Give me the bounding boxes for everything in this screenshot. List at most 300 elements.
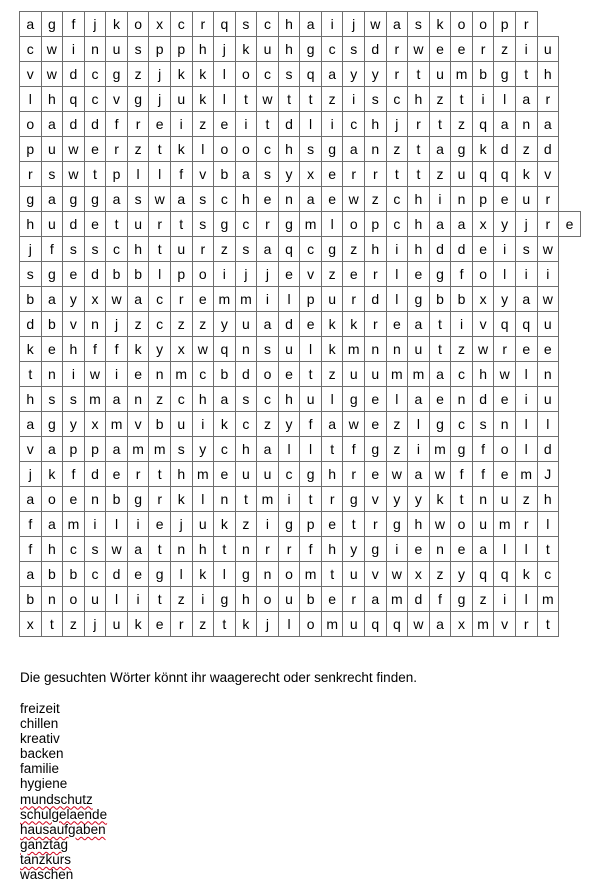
grid-cell: w <box>343 187 365 212</box>
grid-cell: d <box>63 212 85 237</box>
grid-cell: d <box>20 312 42 337</box>
grid-cell: h <box>235 187 257 212</box>
grid-cell: d <box>278 312 300 337</box>
grid-cell: g <box>235 562 257 587</box>
grid-cell: a <box>386 12 408 37</box>
grid-cell: i <box>451 312 473 337</box>
grid-cell: t <box>84 162 106 187</box>
grid-cell: a <box>321 62 343 87</box>
word-list-item <box>20 701 107 716</box>
grid-cell: p <box>170 262 192 287</box>
grid-cell: p <box>494 12 516 37</box>
grid-cell: u <box>106 612 128 637</box>
grid-cell: e <box>321 512 343 537</box>
grid-cell: d <box>494 137 516 162</box>
grid-cell: g <box>365 537 387 562</box>
grid-cell: i <box>321 12 343 37</box>
grid-cell: k <box>20 337 42 362</box>
grid-cell: g <box>127 87 149 112</box>
grid-cell: u <box>321 287 343 312</box>
grid-cell: j <box>214 37 236 62</box>
grid-cell: c <box>214 187 236 212</box>
grid-cell: o <box>192 262 214 287</box>
grid-cell: s <box>235 12 257 37</box>
grid-cell: h <box>365 112 387 137</box>
grid-cell: f <box>300 412 322 437</box>
grid-cell: n <box>451 187 473 212</box>
grid-cell: s <box>257 162 279 187</box>
grid-cell: x <box>149 12 171 37</box>
grid-cell: m <box>321 612 343 637</box>
grid-cell: n <box>214 487 236 512</box>
grid-cell: h <box>472 362 494 387</box>
grid-cell: t <box>537 537 559 562</box>
grid-cell: k <box>429 12 451 37</box>
grid-cell: s <box>20 262 42 287</box>
grid-cell: i <box>214 262 236 287</box>
word-list-item <box>20 731 107 746</box>
grid-cell: d <box>537 437 559 462</box>
grid-cell: r <box>192 237 214 262</box>
grid-cell: q <box>278 237 300 262</box>
grid-cell: x <box>84 412 106 437</box>
grid-cell: k <box>192 562 214 587</box>
grid-cell: r <box>494 337 516 362</box>
grid-cell: g <box>451 137 473 162</box>
grid-cell: u <box>343 562 365 587</box>
grid-cell: i <box>386 537 408 562</box>
grid-cell: l <box>214 562 236 587</box>
grid-cell: l <box>127 162 149 187</box>
grid-cell: k <box>472 137 494 162</box>
grid-cell: r <box>343 162 365 187</box>
grid-cell: z <box>386 137 408 162</box>
grid-cell: j <box>149 87 171 112</box>
grid-cell: p <box>472 187 494 212</box>
grid-row <box>20 287 581 312</box>
grid-cell: v <box>20 62 42 87</box>
word-list-item <box>20 716 107 731</box>
grid-cell: p <box>63 437 85 462</box>
grid-cell: a <box>537 112 559 137</box>
grid-cell: l <box>149 162 171 187</box>
grid-cell: c <box>537 562 559 587</box>
grid-cell: h <box>408 187 430 212</box>
grid-cell: y <box>149 337 171 362</box>
grid-cell: z <box>235 512 257 537</box>
grid-cell: f <box>63 462 85 487</box>
word-text: hygiene <box>20 776 68 792</box>
grid-cell: a <box>257 312 279 337</box>
grid-cell: d <box>365 37 387 62</box>
grid-cell: u <box>494 487 516 512</box>
grid-cell: b <box>214 162 236 187</box>
grid-cell: t <box>408 62 430 87</box>
grid-cell: w <box>192 337 214 362</box>
grid-cell: h <box>278 37 300 62</box>
grid-cell: l <box>149 262 171 287</box>
grid-cell: x <box>472 287 494 312</box>
word-list-item <box>20 776 107 791</box>
grid-cell: l <box>300 337 322 362</box>
grid-cell: z <box>149 387 171 412</box>
grid-cell: q <box>472 112 494 137</box>
grid-cell: l <box>494 87 516 112</box>
grid-cell: l <box>515 412 537 437</box>
grid-row <box>20 62 581 87</box>
grid-cell: b <box>63 562 85 587</box>
grid-cell: k <box>170 487 192 512</box>
grid-cell: y <box>214 312 236 337</box>
grid-cell: e <box>192 287 214 312</box>
grid-cell: a <box>127 287 149 312</box>
grid-cell: y <box>408 487 430 512</box>
grid-cell: a <box>41 187 63 212</box>
word-text: waschen <box>20 867 74 883</box>
grid-cell: t <box>149 537 171 562</box>
grid-cell: w <box>365 12 387 37</box>
word-text: tanzkurs <box>20 851 72 867</box>
grid-cell: l <box>321 387 343 412</box>
grid-cell: i <box>343 87 365 112</box>
grid-cell: a <box>170 187 192 212</box>
grid-cell: b <box>20 287 42 312</box>
grid-cell: z <box>63 612 85 637</box>
grid-cell: t <box>451 87 473 112</box>
grid-cell: s <box>84 237 106 262</box>
grid-cell: f <box>170 162 192 187</box>
grid-cell: j <box>235 262 257 287</box>
grid-cell: b <box>41 562 63 587</box>
grid-cell: t <box>300 362 322 387</box>
grid-cell: x <box>408 562 430 587</box>
grid-cell: z <box>515 137 537 162</box>
grid-cell: r <box>20 162 42 187</box>
grid-cell: i <box>515 37 537 62</box>
grid-cell: a <box>41 437 63 462</box>
grid-cell: j <box>257 612 279 637</box>
grid-cell: z <box>451 337 473 362</box>
grid-row <box>20 487 581 512</box>
grid-cell: m <box>386 362 408 387</box>
grid-cell: s <box>170 437 192 462</box>
grid-cell: r <box>515 612 537 637</box>
grid-cell: z <box>170 587 192 612</box>
grid-cell: r <box>278 537 300 562</box>
grid-cell: d <box>278 112 300 137</box>
grid-cell: e <box>149 612 171 637</box>
grid-cell: h <box>321 462 343 487</box>
grid-cell: n <box>386 337 408 362</box>
grid-cell: n <box>41 587 63 612</box>
grid-cell: c <box>386 212 408 237</box>
instruction-text: Die gesuchten Wörter könnt ihr waagerecht oder senkrecht finden. <box>20 670 417 685</box>
grid-cell: i <box>515 387 537 412</box>
grid-cell: t <box>257 112 279 137</box>
grid-cell: o <box>235 137 257 162</box>
grid-cell: a <box>429 612 451 637</box>
grid-cell: l <box>321 212 343 237</box>
grid-cell: c <box>106 237 128 262</box>
grid-cell: l <box>192 137 214 162</box>
grid-cell: u <box>84 587 106 612</box>
grid-cell: a <box>235 162 257 187</box>
grid-cell: h <box>408 237 430 262</box>
grid-cell: v <box>365 562 387 587</box>
word-list-item <box>20 822 107 837</box>
grid-cell: c <box>386 87 408 112</box>
grid-cell: l <box>386 262 408 287</box>
grid-cell: t <box>300 487 322 512</box>
grid-cell: u <box>235 312 257 337</box>
grid-cell: g <box>321 137 343 162</box>
grid-cell: y <box>278 162 300 187</box>
grid-cell: r <box>321 487 343 512</box>
grid-cell: e <box>429 387 451 412</box>
grid-cell: q <box>494 562 516 587</box>
grid-cell: u <box>429 62 451 87</box>
grid-cell: z <box>429 562 451 587</box>
grid-cell: e <box>149 112 171 137</box>
grid-cell: s <box>63 237 85 262</box>
grid-cell: n <box>365 337 387 362</box>
grid-cell: q <box>386 612 408 637</box>
grid-cell: z <box>127 312 149 337</box>
grid-cell: h <box>63 337 85 362</box>
grid-cell: s <box>235 387 257 412</box>
grid-cell: t <box>321 437 343 462</box>
grid-cell: y <box>278 412 300 437</box>
grid-cell: r <box>386 62 408 87</box>
grid-cell: h <box>192 387 214 412</box>
grid-cell: h <box>41 87 63 112</box>
grid-cell: d <box>84 112 106 137</box>
grid-cell: x <box>20 612 42 637</box>
grid-cell: f <box>451 262 473 287</box>
grid-cell: i <box>472 87 494 112</box>
grid-cell: r <box>408 112 430 137</box>
grid-cell: g <box>41 412 63 437</box>
grid-cell: t <box>429 312 451 337</box>
grid-cell: r <box>515 12 537 37</box>
grid-cell: v <box>20 437 42 462</box>
grid-cell: m <box>257 487 279 512</box>
grid-cell: w <box>41 37 63 62</box>
grid-cell: i <box>63 37 85 62</box>
grid-cell: a <box>20 12 42 37</box>
grid-cell: q <box>365 612 387 637</box>
grid-cell: j <box>149 62 171 87</box>
grid-cell: e <box>408 262 430 287</box>
grid-cell: l <box>170 562 192 587</box>
grid-cell: l <box>278 612 300 637</box>
grid-cell: w <box>41 62 63 87</box>
grid-cell: t <box>149 237 171 262</box>
grid-cell: c <box>214 437 236 462</box>
grid-cell: k <box>106 12 128 37</box>
grid-cell: u <box>537 387 559 412</box>
grid-cell: g <box>451 587 473 612</box>
grid-cell: x <box>170 337 192 362</box>
grid-cell: y <box>451 562 473 587</box>
grid-cell: k <box>127 612 149 637</box>
grid-cell: h <box>20 212 42 237</box>
grid-row <box>20 237 581 262</box>
grid-row <box>20 462 581 487</box>
grid-cell: u <box>365 362 387 387</box>
grid-cell: y <box>386 487 408 512</box>
grid-cell: k <box>170 62 192 87</box>
word-text: hausaufgaben <box>20 821 106 837</box>
grid-cell: p <box>300 512 322 537</box>
grid-cell: r <box>106 137 128 162</box>
grid-cell: k <box>515 162 537 187</box>
grid-cell: o <box>41 487 63 512</box>
grid-cell: q <box>472 162 494 187</box>
grid-cell: j <box>84 12 106 37</box>
grid-cell: u <box>537 37 559 62</box>
grid-cell: c <box>235 412 257 437</box>
grid-cell: z <box>343 237 365 262</box>
grid-cell: s <box>300 137 322 162</box>
grid-cell: y <box>63 287 85 312</box>
grid-cell: a <box>20 412 42 437</box>
grid-cell: a <box>20 562 42 587</box>
grid-cell: i <box>106 362 128 387</box>
grid-cell: w <box>429 462 451 487</box>
grid-cell: t <box>537 612 559 637</box>
grid-cell: p <box>365 212 387 237</box>
grid-cell: c <box>257 12 279 37</box>
grid-cell: u <box>235 462 257 487</box>
grid-cell: l <box>494 537 516 562</box>
grid-cell: c <box>451 362 473 387</box>
grid-cell: h <box>170 462 192 487</box>
grid-cell: i <box>257 512 279 537</box>
grid-cell: c <box>257 387 279 412</box>
grid-cell: f <box>63 12 85 37</box>
word-text: ganztag <box>20 836 69 852</box>
grid-cell: w <box>408 37 430 62</box>
grid-cell: r <box>170 612 192 637</box>
grid-cell: u <box>451 162 473 187</box>
grid-cell: b <box>20 587 42 612</box>
grid-cell: z <box>429 162 451 187</box>
grid-cell: z <box>365 187 387 212</box>
grid-cell: u <box>537 312 559 337</box>
grid-cell: c <box>235 212 257 237</box>
grid-cell: o <box>278 562 300 587</box>
grid-cell: e <box>365 387 387 412</box>
grid-cell: l <box>300 112 322 137</box>
grid-cell: e <box>515 337 537 362</box>
grid-cell: t <box>515 62 537 87</box>
grid-cell: k <box>429 487 451 512</box>
grid-row <box>20 137 581 162</box>
grid-cell: b <box>106 262 128 287</box>
grid-cell: u <box>343 612 365 637</box>
grid-cell: u <box>343 362 365 387</box>
grid-cell: g <box>451 437 473 462</box>
grid-cell: m <box>63 512 85 537</box>
grid-cell: t <box>386 162 408 187</box>
grid-cell: s <box>257 337 279 362</box>
grid-cell: t <box>214 612 236 637</box>
grid-cell: c <box>170 387 192 412</box>
grid-cell: a <box>321 412 343 437</box>
grid-cell: z <box>321 362 343 387</box>
grid-cell: m <box>494 512 516 537</box>
grid-cell: r <box>472 37 494 62</box>
grid-cell: t <box>235 87 257 112</box>
grid-cell: a <box>214 387 236 412</box>
grid-cell: y <box>494 212 516 237</box>
grid-cell: f <box>106 112 128 137</box>
grid-cell: a <box>41 512 63 537</box>
grid-cell: f <box>343 437 365 462</box>
grid-cell: h <box>127 237 149 262</box>
grid-cell: z <box>321 262 343 287</box>
grid-cell: z <box>214 237 236 262</box>
grid-cell: j <box>170 512 192 537</box>
grid-cell: t <box>300 87 322 112</box>
grid-cell: t <box>20 362 42 387</box>
grid-cell: h <box>41 537 63 562</box>
grid-cell: c <box>257 62 279 87</box>
grid-cell: f <box>20 537 42 562</box>
grid-cell: d <box>472 387 494 412</box>
grid-cell: x <box>84 287 106 312</box>
grid-cell: u <box>170 412 192 437</box>
grid-cell: u <box>41 212 63 237</box>
grid-cell: z <box>192 112 214 137</box>
grid-cell: e <box>494 187 516 212</box>
grid-cell: m <box>300 562 322 587</box>
grid-cell: z <box>386 437 408 462</box>
grid-cell: y <box>365 62 387 87</box>
grid-cell: u <box>170 237 192 262</box>
grid-cell: q <box>63 87 85 112</box>
grid-cell: v <box>63 312 85 337</box>
grid-cell: r <box>515 512 537 537</box>
grid-cell: k <box>192 87 214 112</box>
grid-cell: n <box>537 362 559 387</box>
grid-cell: e <box>343 262 365 287</box>
grid-cell: b <box>214 362 236 387</box>
grid-cell: q <box>300 62 322 87</box>
grid-cell: c <box>300 237 322 262</box>
grid-row <box>20 187 581 212</box>
grid-cell: v <box>192 162 214 187</box>
grid-cell: v <box>300 262 322 287</box>
grid-cell: x <box>451 612 473 637</box>
grid-cell: l <box>537 412 559 437</box>
grid-row <box>20 112 581 137</box>
grid-cell: a <box>106 187 128 212</box>
grid-cell: d <box>84 262 106 287</box>
grid-cell: l <box>386 287 408 312</box>
grid-cell: z <box>429 87 451 112</box>
grid-cell: v <box>365 487 387 512</box>
grid-cell: l <box>386 387 408 412</box>
grid-cell: t <box>429 337 451 362</box>
grid-cell: e <box>300 312 322 337</box>
grid-cell: e <box>386 312 408 337</box>
grid-cell: o <box>451 512 473 537</box>
grid-cell: b <box>149 412 171 437</box>
grid-cell: s <box>343 37 365 62</box>
grid-cell: z <box>127 62 149 87</box>
